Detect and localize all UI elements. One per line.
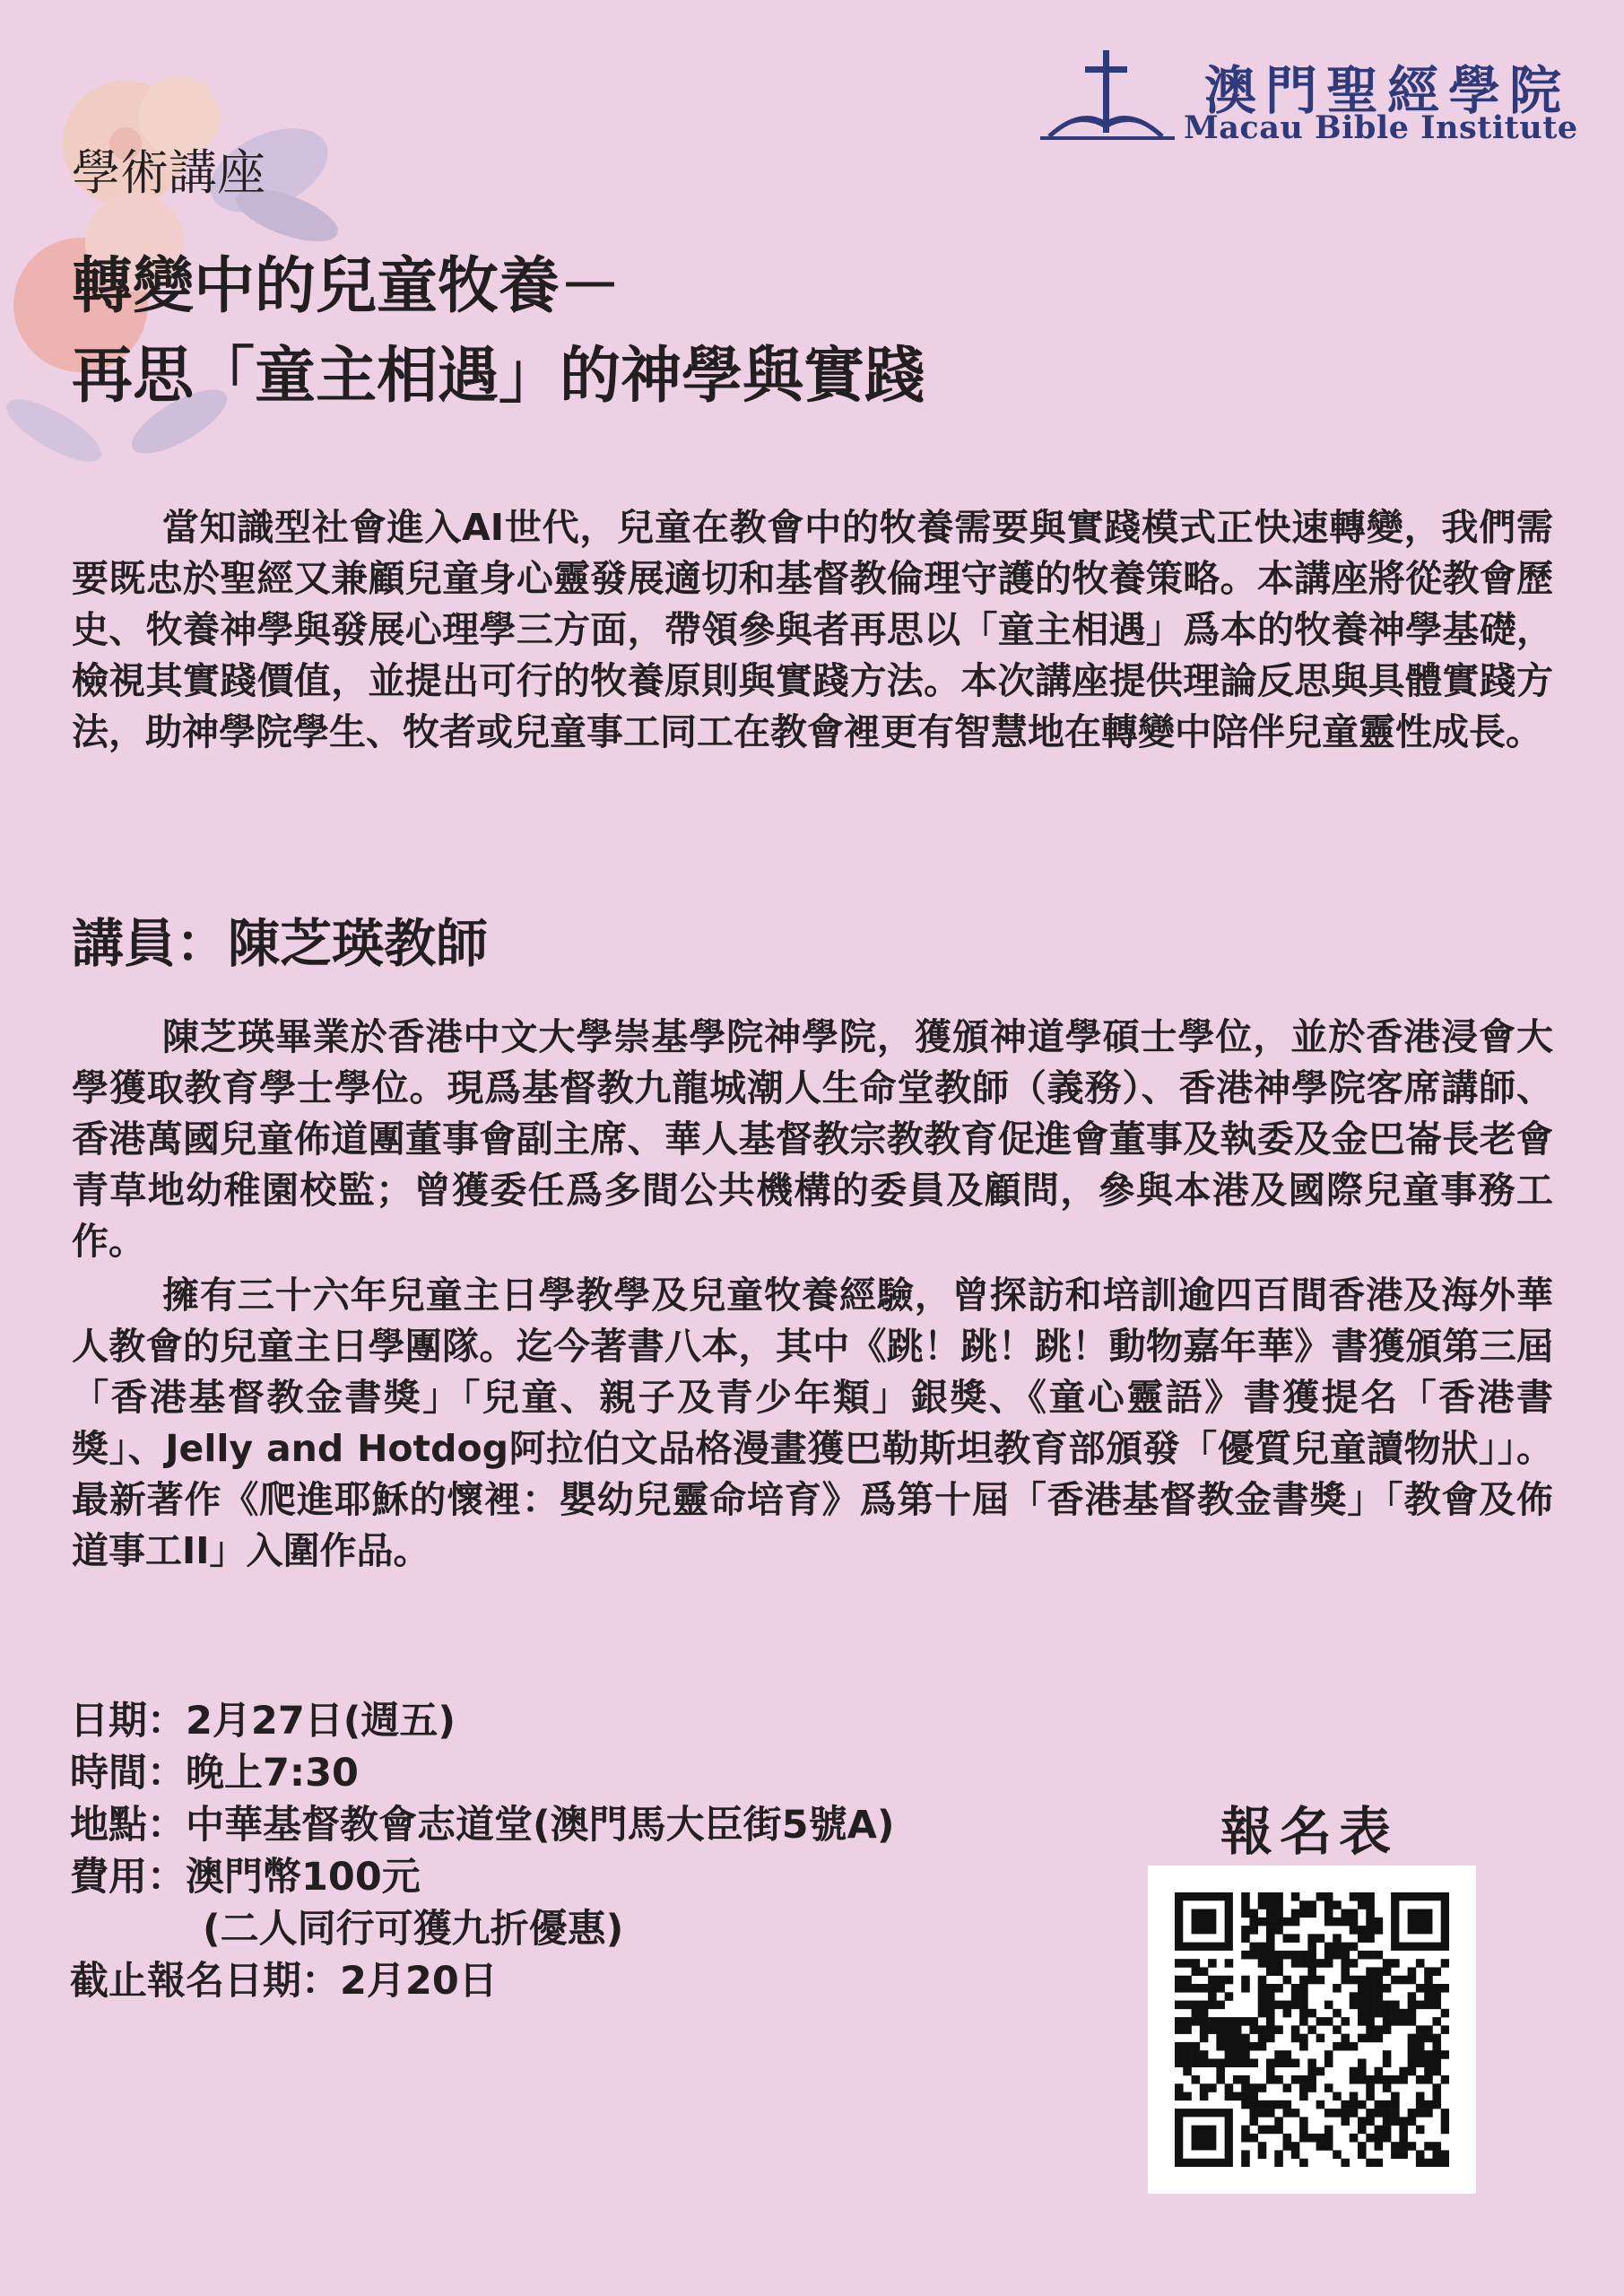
registration-deadline: 截止報名日期：2月20日: [70, 1959, 498, 2004]
intro-text: 當知識型社會進入AI世代，兒童在教會中的牧養需要與實踐模式正快速轉變，我們需要既忠於聖經又兼顧兒童身心靈發展適切和基督教倫理守護的牧養策略。本講座將從教會歷史、牧養神學與發展心理學三方面，帶領參與者再思以「童主相遇」爲本的牧養神學基礎，檢視其實踐價值，並提出可行的牧養原則與實踐方法。本次講座提供理論反思與具體實踐方法，助神學院學生、牧者或兒童事工同工在教會裡更有智慧地在轉變中陪伴兒童靈性成長。: [72, 506, 1553, 753]
title-line-1: 轉變中的兒童牧養－: [72, 251, 621, 322]
registration-qr-code[interactable]: [1148, 1866, 1476, 2194]
logo-english-name: Macau Bible Institute: [1184, 109, 1578, 146]
institute-logo: [1040, 47, 1578, 154]
speaker-bio-1-text: 陳芝瑛畢業於香港中文大學崇基學院神學院，獲頒神道學碩士學位，並於香港浸會大學獲取教育學士學位。現爲基督教九龍城潮人生命堂教師（義務）、香港神學院客席講師、香港萬國兒童佈道團董事會副主席、華人基督教宗教教育促進會董事及執委及金巴崙長老會青草地幼稚園校監；曾獲委任爲多間公共機構的委員及顧問，參與本港及國際兒童事務工作。: [72, 1015, 1553, 1263]
speaker-heading: 講員：陳芝瑛教師: [72, 913, 489, 974]
speaker-bio-2: [72, 1270, 1553, 1577]
qr-code-icon: [1175, 1892, 1449, 2167]
event-time: 時間：晚上7:30: [70, 1751, 359, 1796]
speaker-bio-2-text: 擁有三十六年兒童主日學教學及兒童牧養經驗，曾探訪和培訓逾四百間香港及海外華人教會的兒童主日學團隊。迄今著書八本，其中《跳！跳！跳！動物嘉年華》書獲頒第三屆「香港基督教金書獎」「兒童、親子及青少年類」銀獎、《童心靈語》書獲提名「香港書獎」、Jelly and Hotdog阿拉伯文品格漫畫獲巴勒斯坦教育部頒發「優質兒童讀物狀」」。最新著作《爬進耶穌的懷裡：嬰幼兒靈命培育》爲第十屆「香港基督教金書獎」「教會及佈道事工II」入圍作品。: [72, 1274, 1553, 1572]
event-category: 學術講座: [72, 144, 265, 201]
speaker-bio-1: [72, 1012, 1553, 1267]
cross-book-icon: [1040, 47, 1184, 145]
event-date: 日期：2月27日(週五): [70, 1699, 456, 1744]
title-line-2: 再思「童主相遇」的神學與實踐: [72, 341, 926, 412]
event-details: [70, 1695, 895, 2007]
event-venue: 地點：中華基督教會志道堂(澳門馬大臣街5號A): [70, 1803, 895, 1848]
logo-chinese-name: 澳門聖經學院: [1204, 60, 1571, 121]
intro-paragraph: [72, 502, 1553, 758]
event-discount: (二人同行可獲九折優惠): [203, 1907, 624, 1952]
event-title: [72, 242, 925, 422]
event-fee: 費用：澳門幣100元: [70, 1855, 421, 1900]
registration-label: 報名表: [1220, 1801, 1398, 1862]
